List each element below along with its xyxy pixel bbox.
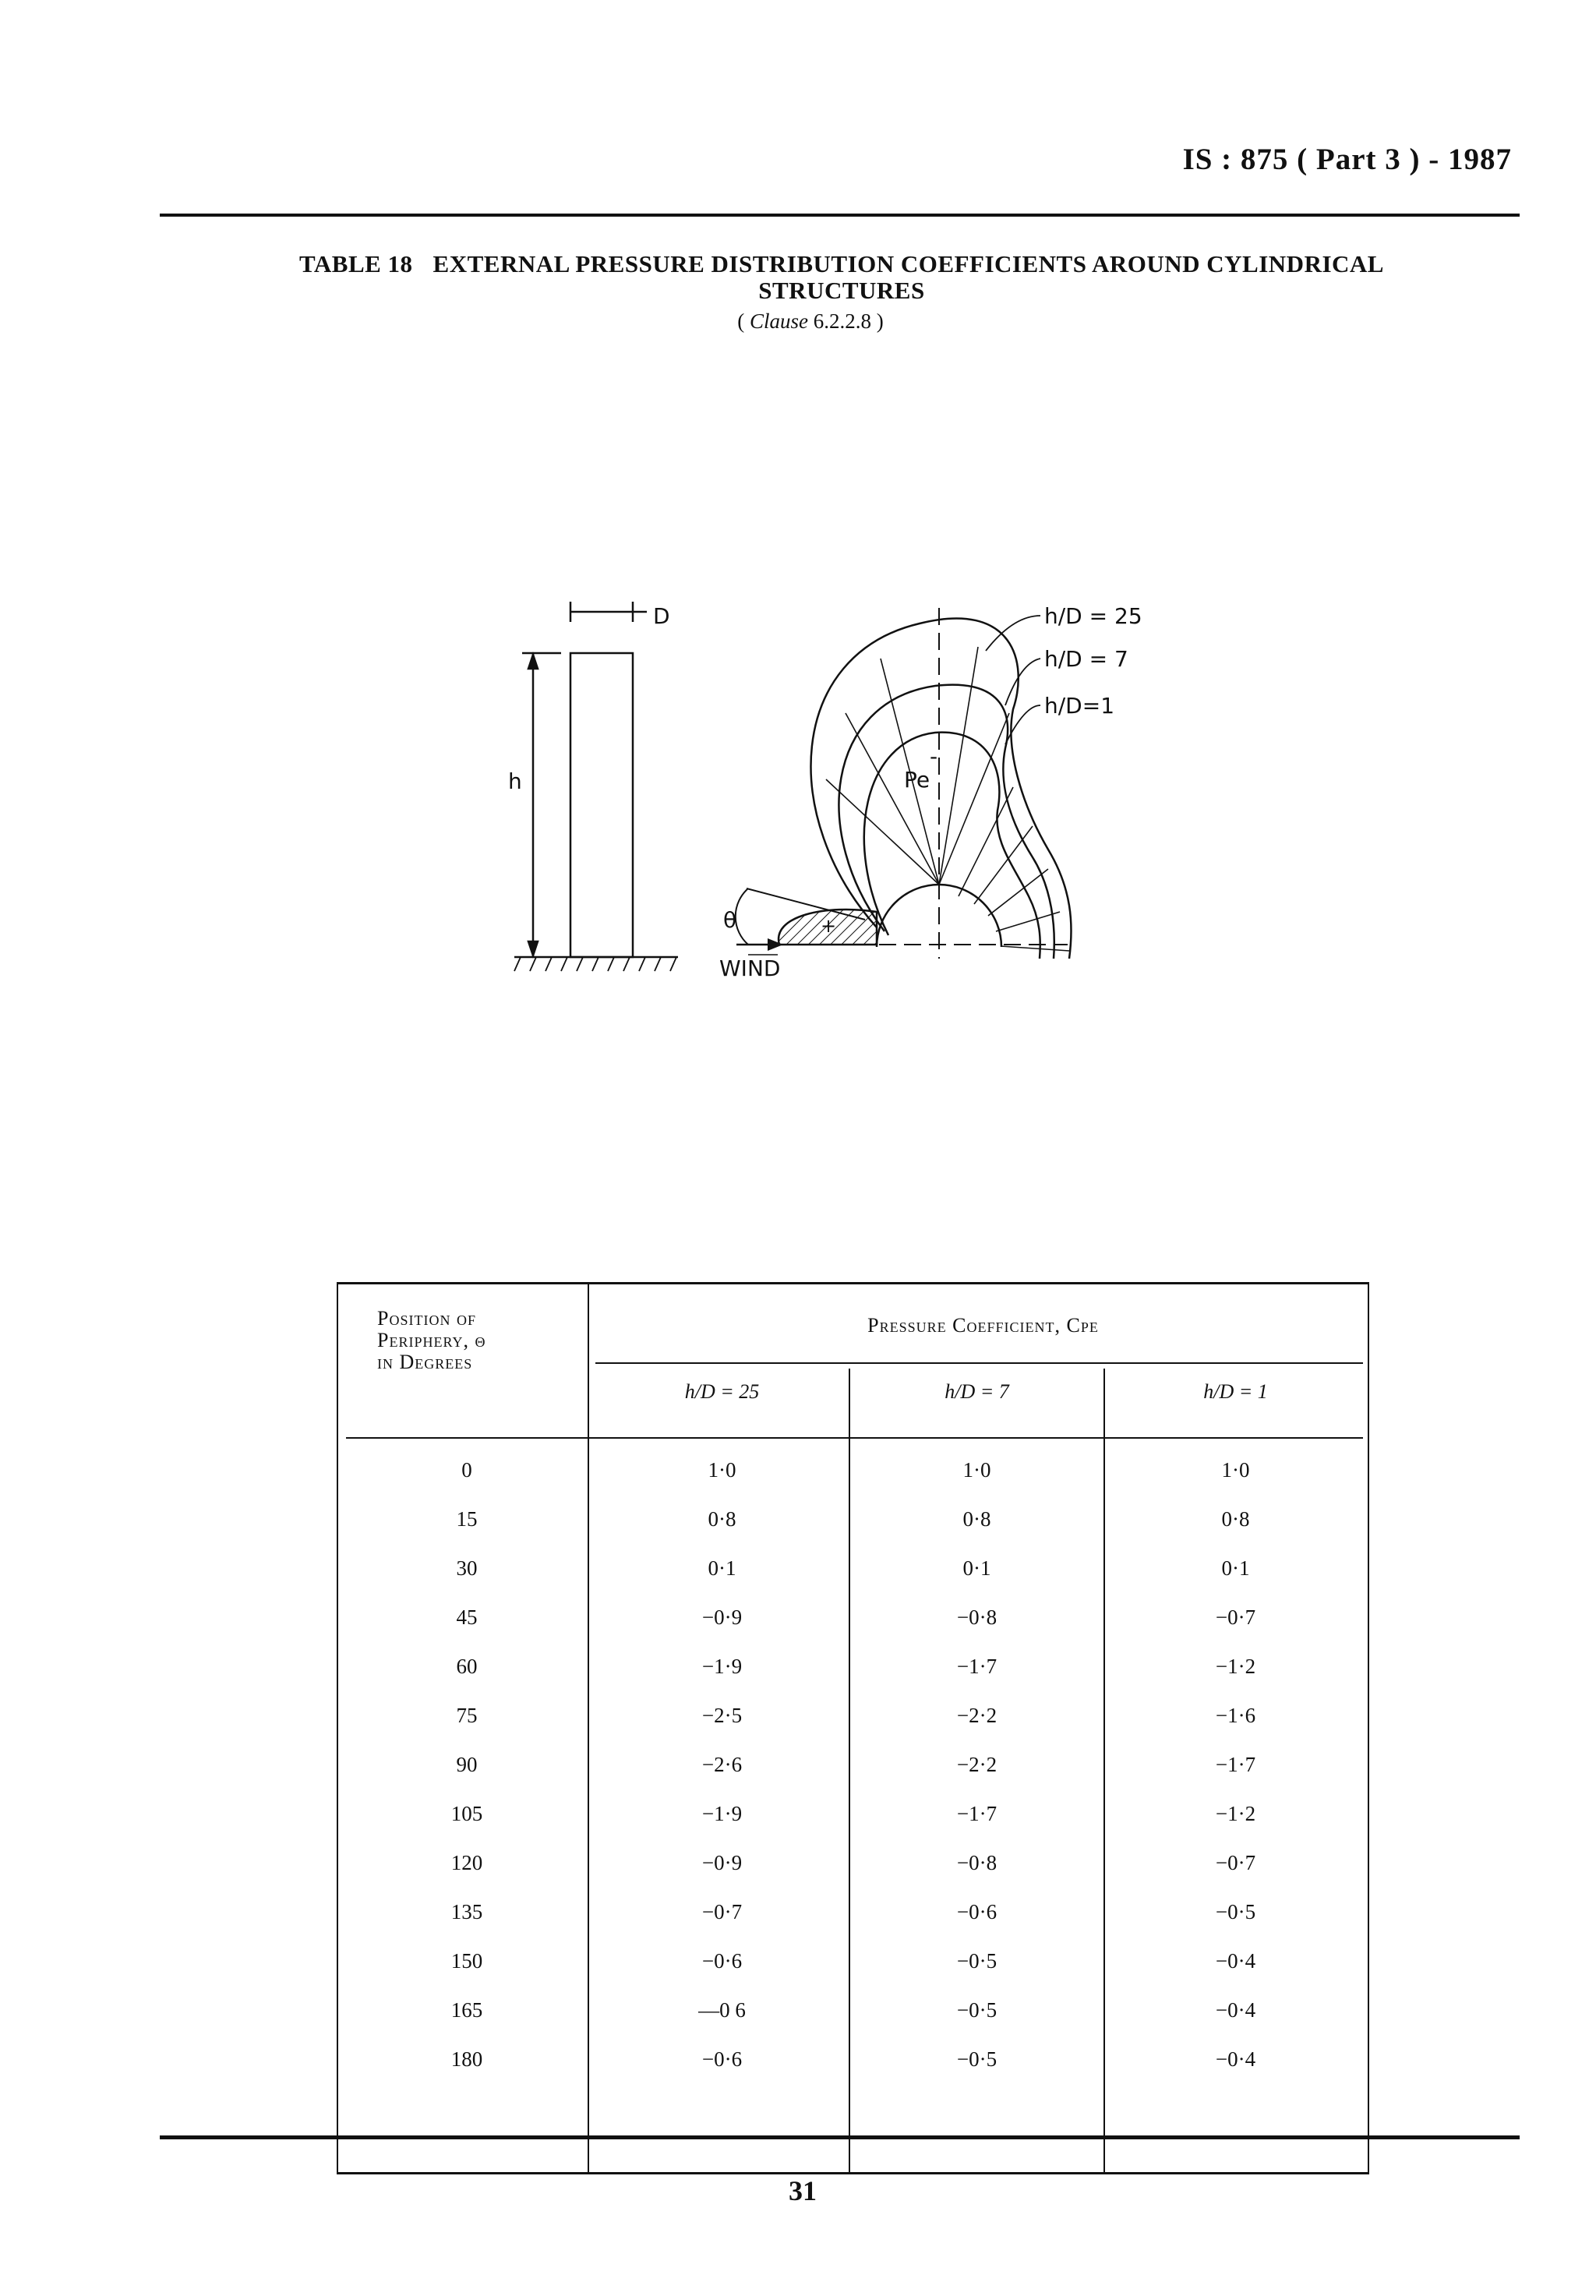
cell-theta: 90	[456, 1753, 478, 1776]
curve-hd-1	[864, 733, 1040, 959]
cell-hd-1: −0·7	[1215, 1851, 1256, 1874]
bottom-rule	[160, 2135, 1520, 2139]
cell-theta: 45	[456, 1605, 478, 1629]
pressure-coefficient-table	[337, 1282, 1369, 2174]
cell-hd-25: −0·6	[701, 2047, 743, 2071]
cell-hd-7: −0·5	[956, 2047, 998, 2071]
cell-hd-1: −1·2	[1215, 1655, 1256, 1678]
subheader-hd-25: h/D = 25	[684, 1380, 760, 1403]
label-pe: Pe	[904, 767, 930, 793]
cell-theta: 150	[450, 1949, 483, 1973]
label-h: h	[508, 768, 522, 794]
cell-hd-1: 0·8	[1221, 1507, 1250, 1531]
cell-theta: 105	[450, 1802, 483, 1825]
cell-hd-7: 0·8	[962, 1507, 991, 1531]
cell-hd-7: 1·0	[962, 1458, 991, 1482]
cell-hd-7: −1·7	[956, 1655, 998, 1678]
pressure-distribution-figure	[0, 0, 1596, 1013]
cell-hd-25: 0·8	[708, 1507, 736, 1531]
cell-hd-7: −0·8	[956, 1851, 998, 1874]
position-header-line3: in Degrees	[377, 1351, 473, 1373]
cell-hd-1: −1·2	[1215, 1802, 1256, 1825]
label-hd-7: h/D = 7	[1044, 646, 1128, 672]
cell-theta: 180	[450, 2047, 483, 2071]
group-underline	[595, 1362, 1363, 1364]
label-d: D	[653, 603, 670, 629]
table-number: TABLE 18	[299, 250, 413, 277]
page-number: 31	[789, 2175, 817, 2206]
cell-hd-25: −0·9	[701, 1605, 743, 1629]
cell-hd-25: 1·0	[708, 1458, 736, 1482]
cell-theta: 30	[456, 1556, 478, 1580]
col-divider-0	[588, 1284, 589, 2174]
pressure-coefficient-header: Pressure Coefficient, Cpe	[867, 1314, 1099, 1337]
cell-hd-1: −1·7	[1215, 1753, 1256, 1776]
position-header	[377, 1308, 556, 1373]
cell-hd-25: −1·9	[701, 1655, 743, 1678]
label-theta: θ	[723, 907, 737, 933]
cell-hd-1: −0·4	[1215, 1998, 1256, 2022]
position-header-line2: Periphery, θ	[377, 1329, 486, 1351]
cylinder-elevation	[570, 653, 633, 957]
cell-hd-25: −0·9	[701, 1851, 743, 1874]
cell-theta: 120	[450, 1851, 483, 1874]
position-header-line1: Position of	[377, 1307, 476, 1330]
clause-word: Clause	[749, 309, 808, 333]
label-hd-25: h/D = 25	[1044, 603, 1142, 629]
cell-hd-25: −2·5	[701, 1704, 743, 1727]
cell-hd-7: −2·2	[956, 1753, 998, 1776]
subheader-hd-1: h/D = 1	[1203, 1380, 1268, 1403]
cell-theta: 75	[456, 1704, 478, 1727]
cell-hd-7: −0·5	[956, 1998, 998, 2022]
label-wind: WIND	[719, 955, 781, 981]
cell-theta: 135	[450, 1900, 483, 1923]
cell-theta: 0	[461, 1458, 472, 1482]
header-underline	[346, 1437, 1363, 1439]
label-hd-1: h/D=1	[1044, 693, 1115, 719]
cell-hd-1: 1·0	[1221, 1458, 1250, 1482]
cell-hd-1: −1·6	[1215, 1704, 1256, 1727]
label-minus: -	[930, 744, 938, 769]
cell-hd-25: −2·6	[701, 1753, 743, 1776]
cell-hd-7: −0·8	[956, 1605, 998, 1629]
clause-open: (	[737, 309, 750, 333]
curve-hd-25	[811, 618, 1072, 959]
table-title-line2: STRUCTURES	[758, 277, 925, 304]
cell-hd-7: −1·7	[956, 1802, 998, 1825]
cell-hd-1: −0·4	[1215, 2047, 1256, 2071]
cell-hd-7: −0·6	[956, 1900, 998, 1923]
clause-number: 6.2.2.8 )	[808, 309, 884, 333]
cell-hd-7: −2·2	[956, 1704, 998, 1727]
table-title-line1: EXTERNAL PRESSURE DISTRIBUTION COEFFICIENTS AROUND CYLINDRICAL	[433, 250, 1384, 277]
cell-hd-1: 0·1	[1221, 1556, 1250, 1580]
cell-hd-1: −0·7	[1215, 1605, 1256, 1629]
cell-hd-25: −1·9	[701, 1802, 743, 1825]
cell-hd-1: −0·5	[1215, 1900, 1256, 1923]
cell-hd-1: −0·4	[1215, 1949, 1256, 1973]
cell-hd-7: 0·1	[962, 1556, 991, 1580]
label-plus: +	[821, 915, 837, 937]
standard-reference: IS : 875 ( Part 3 ) - 1987	[1182, 143, 1512, 176]
cell-theta: 60	[456, 1655, 478, 1678]
cell-hd-25: 0·1	[708, 1556, 736, 1580]
cell-theta: 15	[456, 1507, 478, 1531]
cell-theta: 165	[450, 1998, 483, 2022]
subheader-hd-7: h/D = 7	[945, 1380, 1009, 1403]
cell-hd-25: —0 6	[698, 1998, 746, 2022]
cell-hd-7: −0·5	[956, 1949, 998, 1973]
cell-hd-25: −0·6	[701, 1949, 743, 1973]
cell-hd-25: −0·7	[701, 1900, 743, 1923]
